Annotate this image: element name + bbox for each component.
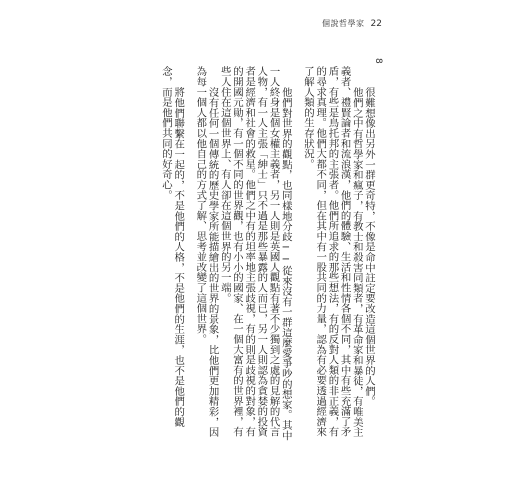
paragraph-1: 很難想像出另外一群更奇特，不像是命中註定要改造這個世界的人們。	[363, 86, 375, 407]
running-title: 個說哲學家	[322, 19, 365, 28]
paragraph-3: 他們對世界的觀點，也同樣地分歧──從來沒有一群這麼愛爭吵的想家。其中一人終身是個女權主義者，另一人則是英國人觀點有著不少獨到之處的見解的代言人物，有一人主張「紳士」只不過是那些暴露的人而已，另一人則認為貪婪的投資者是經濟和社會的救星。他們之中有的坦率地主張歧視，有的則是歧視的對象，有的開國元勛，有一個不同的世界觀，也有小小的國家、在一個大富有的世界裡，有些人住在這個世界上、有人卻在這個世界的另一端。	[218, 66, 292, 441]
page-header	[322, 18, 382, 29]
page-number: 22	[370, 19, 382, 29]
section-marker: 8	[373, 58, 383, 64]
body-text	[160, 66, 375, 446]
paragraph-5: 將他們聯繫在一起的，不是他們的人格，不是他們的生涯，也不是他們的觀念，而是他們共同的好奇心。	[159, 66, 185, 427]
paragraph-2: 他們之中有哲學家和瘋子，有教士和殺害同類者，有革命家和暴徒，有唯美主義者、禮賢論者和流浪漢，他們的體驗、生活和性情各個不同，其中有些充滿了矛盾，有些是鳥托邦的主張者。他們所追求的那些想法，有的反對人類的非正義，有的尋求真理。他們大都不同，但在其中有一股共同的力量，認為有必要透過經濟來了解人類的生存狀況。	[301, 66, 363, 437]
paragraph-4: 沒有任何一個傳統的歷史學家所能描繪出的世界的景象，比他們更加精彩，因為每一個人都以他自己的方式了解、思考並改變了這個世界。	[194, 66, 219, 437]
